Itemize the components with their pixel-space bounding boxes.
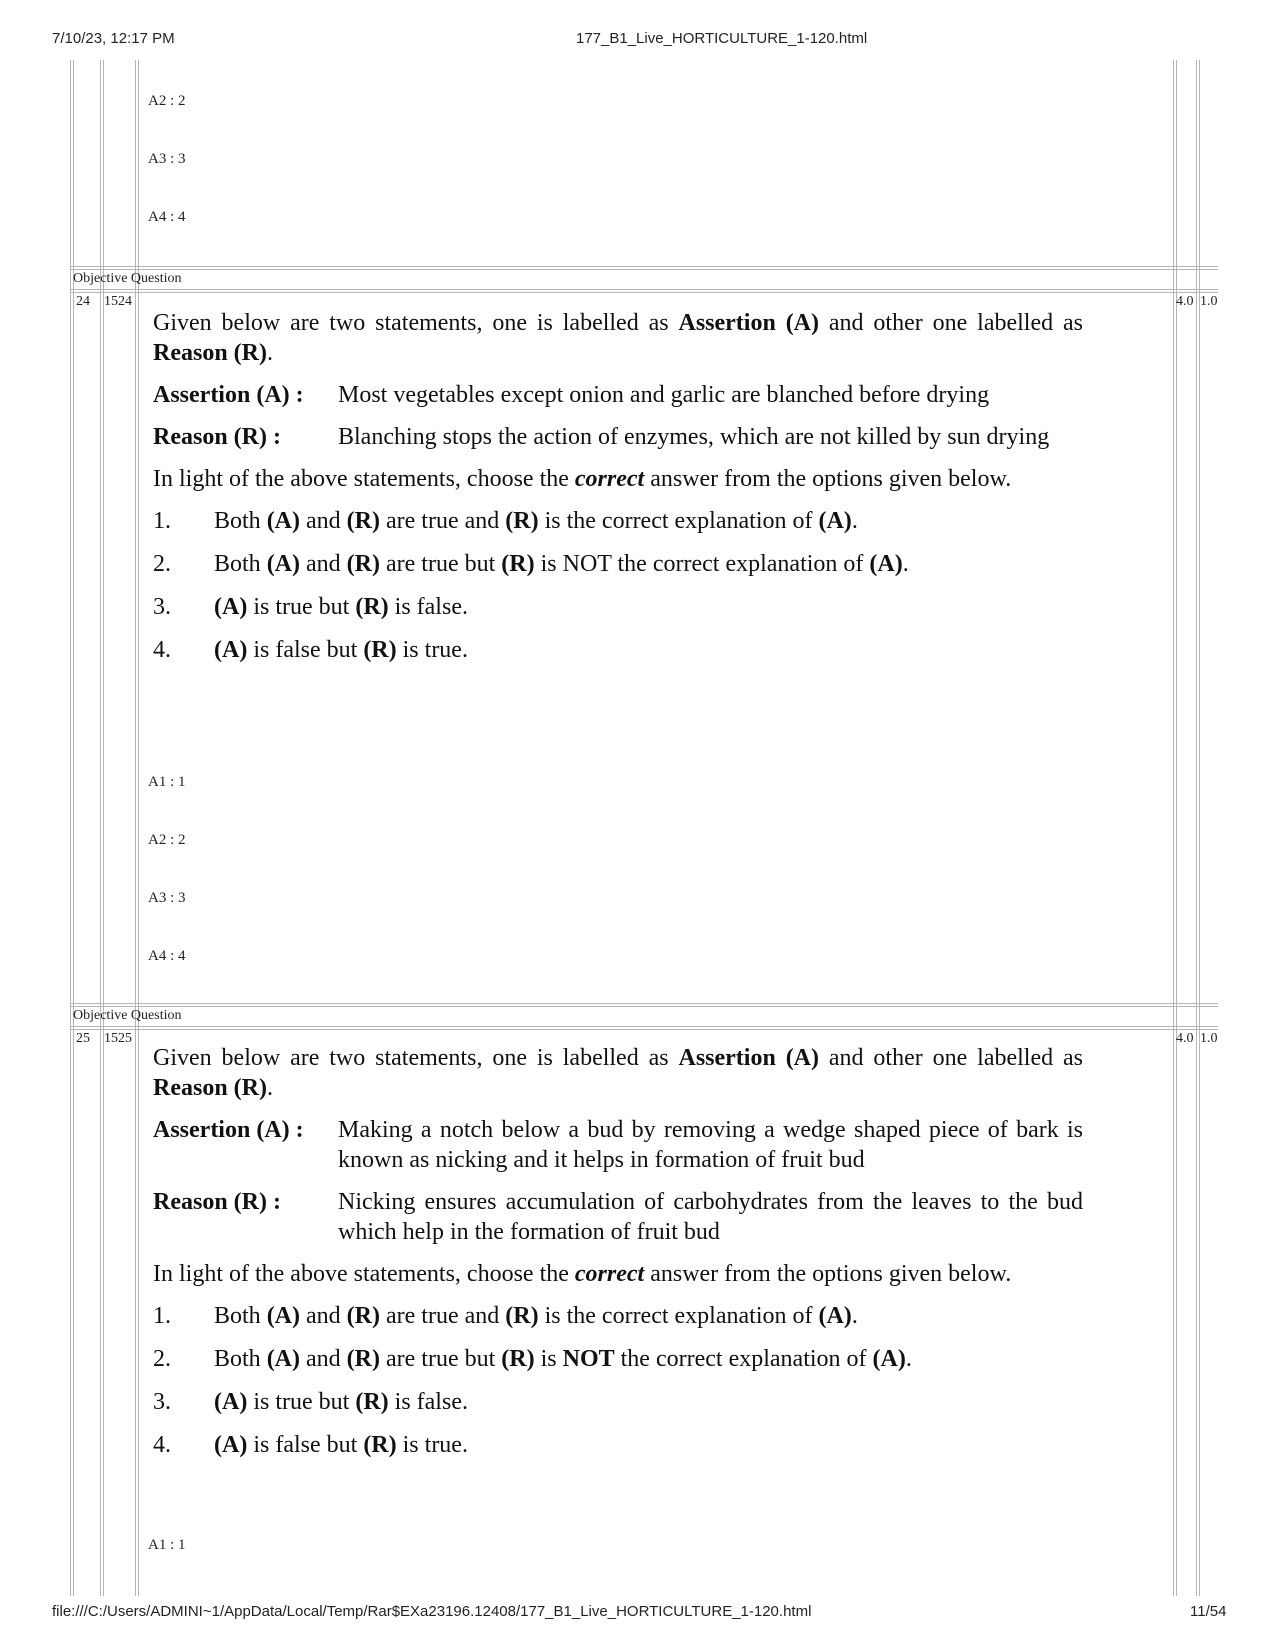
answer-option: A3 : 3 <box>148 151 186 167</box>
answer-option: A4 : 4 <box>148 209 186 225</box>
reason-text: Blanching stops the action of enzymes, which are not killed by sun drying <box>338 424 1050 450</box>
print-file-path: file:///C:/Users/ADMINI~1/AppData/Local/Temp/Rar$EXa23196.12408/177_B1_Live_HORTICULTURE_1-120.html <box>52 1603 812 1620</box>
choice-item: 1. Both (A) and (R) are true and (R) is the correct explanation of (A). <box>153 1303 858 1329</box>
assertion-label: Assertion (A) : <box>153 1117 304 1143</box>
choice-list <box>153 1301 1083 1460</box>
choice-item: 4. (A) is false but (R) is true. <box>153 1432 468 1458</box>
answer-option: A2 : 2 <box>148 93 186 109</box>
question-serial-number: 25 <box>76 1031 90 1046</box>
print-page-title: 177_B1_Live_HORTICULTURE_1-120.html <box>576 30 868 47</box>
answer-option: A1 : 1 <box>148 774 186 790</box>
choice-list <box>153 506 1083 665</box>
answer-option: A2 : 2 <box>148 832 186 848</box>
question-text <box>153 308 1083 678</box>
assertion-text: Making a notch below a bud by removing a wedge shaped piece of bark is known as nicking and it helps in formation of fruit bud <box>338 1117 1083 1173</box>
assertion-row <box>153 1115 1083 1175</box>
question-instruction: In light of the above statements, choose the correct answer from the options given below. <box>153 1261 1012 1287</box>
choice-item: 3. (A) is true but (R) is false. <box>153 594 468 620</box>
choice-item: 1. Both (A) and (R) are true and (R) is the correct explanation of (A). <box>153 508 858 534</box>
question-type-label: Objective Question <box>73 271 182 286</box>
question-intro: Given below are two statements, one is labelled as Assertion (A) and other one labelled as Reason (R). <box>153 310 1084 366</box>
question-type-label: Objective Question <box>73 1008 182 1023</box>
reason-row <box>153 422 1083 452</box>
question-negative-marks: 1.0 <box>1200 1031 1218 1046</box>
reason-text: Nicking ensures accumulation of carbohydrates from the leaves to the bud which help in the formation of fruit bud <box>338 1189 1083 1245</box>
assertion-row <box>153 380 1083 410</box>
question-marks: 4.0 <box>1176 294 1194 309</box>
reason-label: Reason (R) : <box>153 1189 281 1215</box>
assertion-text: Most vegetables except onion and garlic are blanched before drying <box>338 382 990 408</box>
question-intro: Given below are two statements, one is labelled as Assertion (A) and other one labelled as Reason (R). <box>153 1045 1084 1101</box>
question-instruction: In light of the above statements, choose the correct answer from the options given below. <box>153 466 1012 492</box>
question-id: 1524 <box>104 294 132 309</box>
question-marks: 4.0 <box>1176 1031 1194 1046</box>
print-datetime: 7/10/23, 12:17 PM <box>52 30 175 47</box>
choice-item: 2. Both (A) and (R) are true but (R) is NOT the correct explanation of (A). <box>153 1346 912 1372</box>
choice-item: 4. (A) is false but (R) is true. <box>153 637 468 663</box>
question-id: 1525 <box>104 1031 132 1046</box>
reason-row <box>153 1187 1083 1247</box>
question-serial-number: 24 <box>76 294 90 309</box>
print-page-number: 11/54 <box>1190 1603 1227 1620</box>
question-text <box>153 1043 1083 1473</box>
assertion-label: Assertion (A) : <box>153 382 304 408</box>
answer-option: A4 : 4 <box>148 948 186 964</box>
choice-item: 3. (A) is true but (R) is false. <box>153 1389 468 1415</box>
reason-label: Reason (R) : <box>153 424 281 450</box>
question-negative-marks: 1.0 <box>1200 294 1218 309</box>
choice-item: 2. Both (A) and (R) are true but (R) is NOT the correct explanation of (A). <box>153 551 909 577</box>
answer-option: A1 : 1 <box>148 1537 186 1553</box>
answer-option: A3 : 3 <box>148 890 186 906</box>
